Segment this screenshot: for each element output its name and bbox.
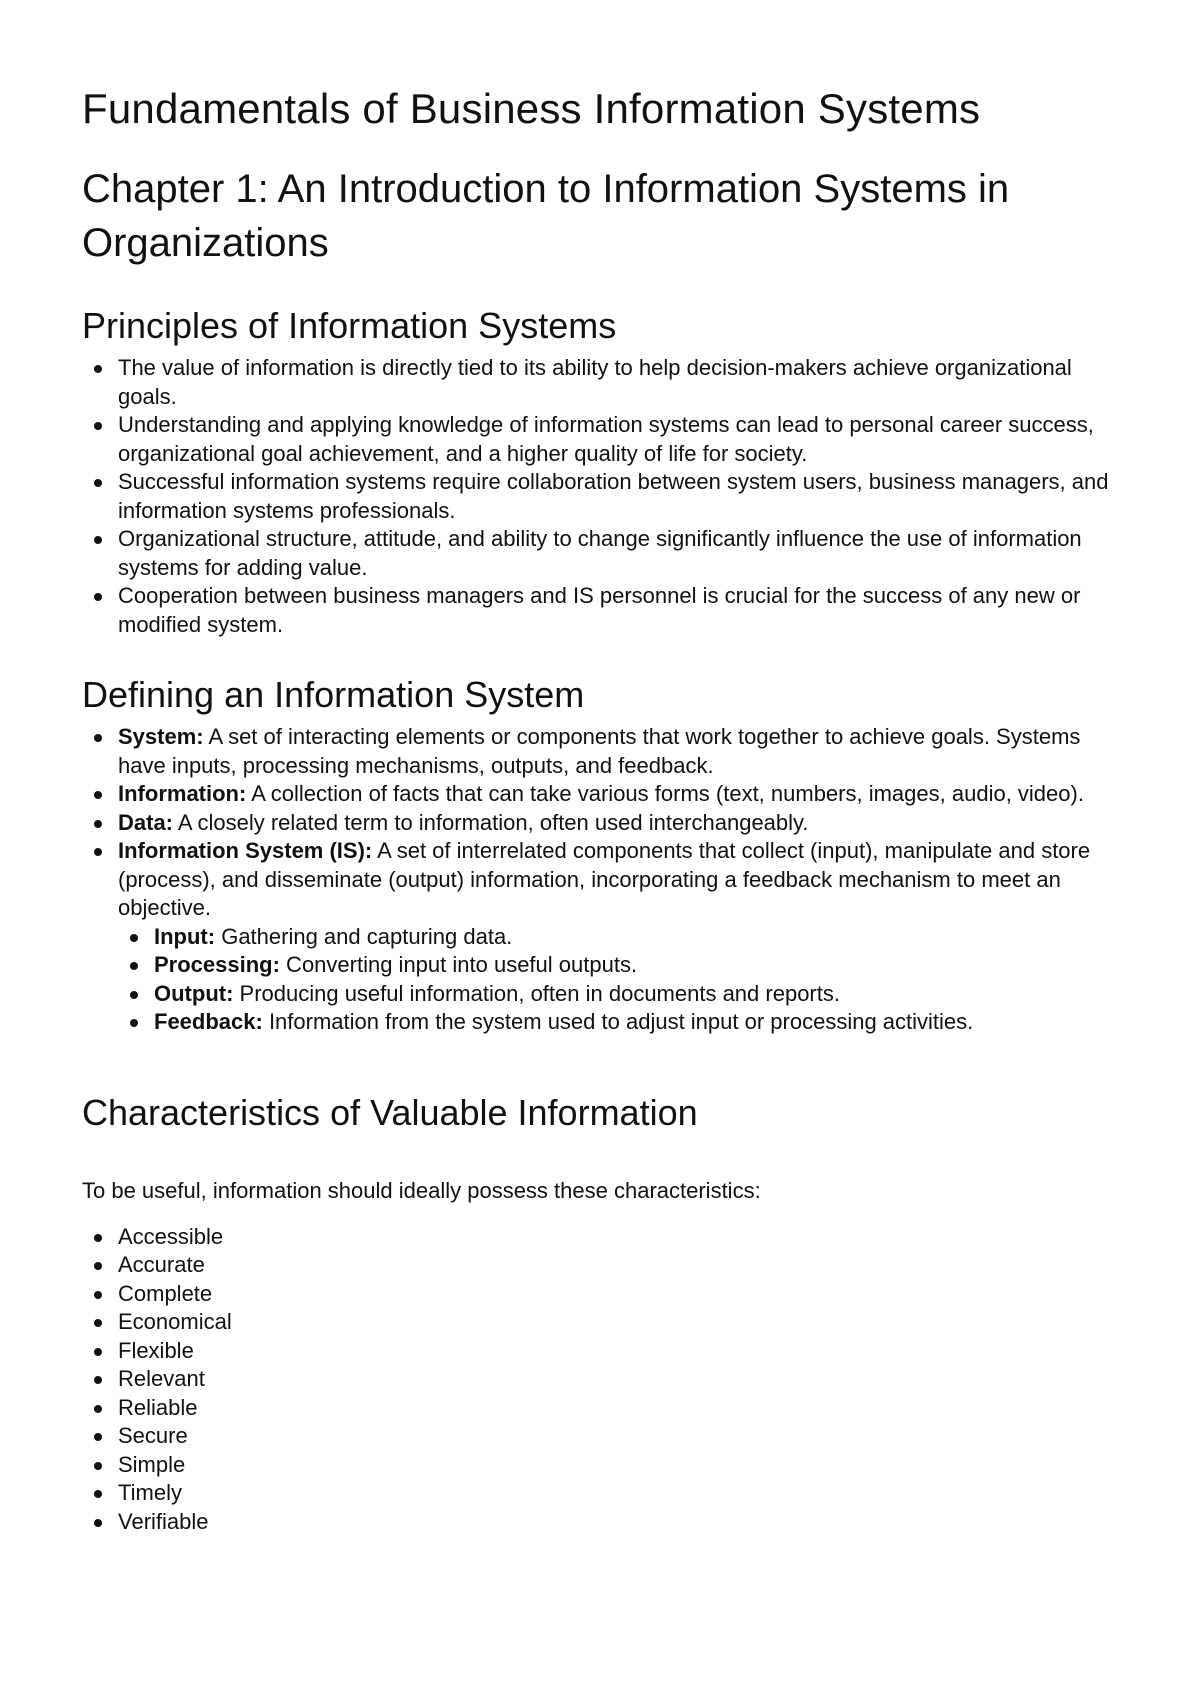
term-definition: A collection of facts that can take various forms (text, numbers, images, audio, video). [246,781,1084,806]
list-item: Accessible [118,1223,1122,1252]
term-label: Data: [118,809,174,835]
list-item: Understanding and applying knowledge of information systems can lead to personal career success, organizational goal achievement, and a higher quality of life for society. [118,411,1122,468]
list-item: Economical [118,1308,1122,1337]
list-item: Cooperation between business managers and IS personnel is crucial for the success of any new or modified system. [118,582,1122,639]
list-item [118,780,1122,809]
list-item: The value of information is directly tied to its ability to help decision-makers achieve organizational goals. [118,354,1122,411]
principles-list [82,354,1122,639]
term-definition: Converting input into useful outputs. [279,952,638,977]
list-item: Accurate [118,1251,1122,1280]
characteristics-list [82,1223,1122,1537]
defining-section [82,673,1122,1037]
term-definition: A set of interrelated components that collect (input), manipulate and store (process), and disseminate (output) information, incorporating a feedback mechanism to meet an objective. [118,838,1091,920]
document-title: Fundamentals of Business Information Systems [82,85,981,132]
list-item: Timely [118,1479,1122,1508]
list-item: Verifiable [118,1508,1122,1537]
term-label: Output: [154,980,234,1006]
list-item [154,951,1122,980]
characteristics-intro: To be useful, information should ideally possess these characteristics: [82,1177,761,1203]
list-item [118,723,1122,780]
list-item [154,980,1122,1009]
term-label: Input: [154,923,216,949]
list-item: Successful information systems require collaboration between system users, business managers, and information systems professionals. [118,468,1122,525]
term-label: Information: [118,781,247,806]
term-label: System: [118,724,204,749]
list-item: Simple [118,1451,1122,1480]
list-item: Reliable [118,1394,1122,1423]
list-item: Flexible [118,1337,1122,1366]
term-label: Information System (IS): [118,838,373,863]
document-page [82,82,1122,1536]
list-item [118,809,1122,838]
term-label: Feedback: [154,1009,263,1034]
term-definition: A closely related term to information, often used interchangeably. [173,809,809,835]
defining-heading: Defining an Information System [82,674,585,715]
principles-section [82,304,1122,639]
principles-heading: Principles of Information Systems [82,305,617,346]
term-definition: Information from the system used to adjust input or processing activities. [262,1009,974,1034]
term-label: Processing: [154,952,280,977]
chapter-title: Chapter 1: An Introduction to Information Systems in Organizations [82,167,1010,265]
list-item [154,1008,1122,1037]
list-item [118,837,1122,1037]
term-definition: Producing useful information, often in documents and reports. [233,980,840,1006]
is-components-list [118,923,1122,1037]
characteristics-section [82,1091,1122,1537]
term-definition: A set of interacting elements or components that work together to achieve goals. Systems have inputs, processing mechanisms, outputs, and feedback. [118,724,1081,778]
list-item [154,923,1122,952]
list-item: Complete [118,1280,1122,1309]
term-definition: Gathering and capturing data. [215,923,513,949]
list-item: Secure [118,1422,1122,1451]
characteristics-heading: Characteristics of Valuable Information [82,1091,698,1133]
list-item: Relevant [118,1365,1122,1394]
defining-list [82,723,1122,1037]
list-item: Organizational structure, attitude, and ability to change significantly influence the use of information systems for adding value. [118,525,1122,582]
